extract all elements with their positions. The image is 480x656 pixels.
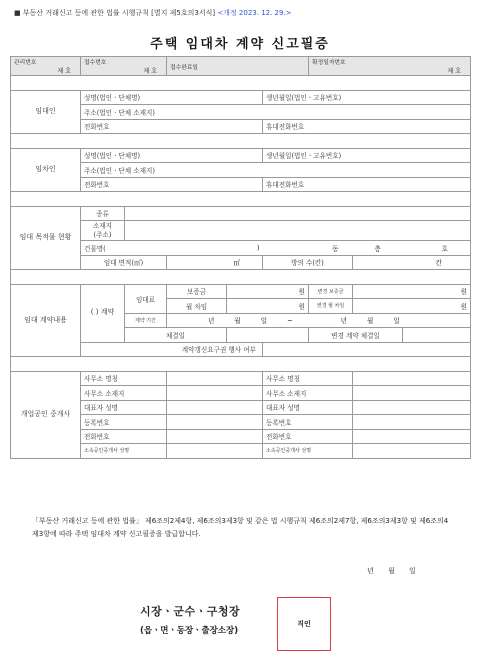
lessee-address-field[interactable]: 주소(법인ㆍ단체 소재지) [81,163,471,178]
agent2-reg-no-field[interactable] [353,415,471,430]
contract-section-label: 임대 계약내용 [11,284,81,357]
agent1-office-name-label: 사무소 명칭 [81,371,167,386]
building-name-label: 건물명( [81,241,125,256]
lessor-phone-field[interactable]: 전화번호 [81,119,263,134]
changed-signed-label: 변경 계약 체결일 [309,328,403,343]
official-seal-label: 직인 [297,620,311,628]
issue-date-month: 월 [388,567,395,575]
period-end-month: 월 [367,317,374,326]
mgmt-no-suffix: 제 호 [57,68,71,75]
property-type-field[interactable] [125,206,471,221]
lessee-birth-field[interactable]: 생년월일(법인ㆍ고유번호) [263,148,471,163]
changed-deposit-label: 변경 보증금 [309,284,353,299]
lessee-mobile-field[interactable]: 휴대전화번호 [263,177,471,192]
period-start-day: 일 [260,317,268,326]
agent-row-office-name [11,371,471,386]
agent2-assistant-label: 소속공인중개사 성명 [263,444,353,459]
agent2-phone-field[interactable] [353,429,471,444]
agent1-reg-no-field[interactable] [167,415,263,430]
agent1-assistant-label: 소속공인중개사 성명 [81,444,167,459]
agent2-reg-no-label: 등록번호 [263,415,353,430]
receipt-row [11,57,471,76]
confirm-no-label: 확정일자번호 [312,60,346,66]
period-start-year: 년 [208,317,215,326]
official-seal-box [277,597,331,651]
agent2-phone-label: 전화번호 [263,429,353,444]
contract-kind-label[interactable]: ( ) 계약 [81,284,125,342]
monthly-won[interactable]: 원 [227,299,309,314]
lessee-section-label: 임차인 [11,148,81,192]
report-form-table [10,56,471,459]
deposit-won[interactable]: 원 [227,284,309,299]
changed-deposit-won[interactable]: 원 [353,284,471,299]
period-end-year: 년 [340,317,348,326]
changed-monthly-won[interactable]: 원 [353,299,471,314]
period-tilde: ~ [287,317,293,326]
agent1-representative-field[interactable] [167,400,263,415]
lessor-birth-field[interactable]: 생년월일(법인ㆍ고유번호) [263,90,471,105]
document-title: 주택 임대차 계약 신고필증 [150,37,330,52]
property-section-label: 임대 목적물 현황 [11,206,81,270]
period-field[interactable] [167,313,471,328]
mgmt-no-cell [11,57,81,76]
rooms-label: 방의 수(칸) [263,255,353,270]
building-dong-label: 동 [263,241,353,256]
signed-field[interactable] [227,328,309,343]
lessee-row-name [11,148,471,163]
lessor-mobile-field[interactable]: 휴대전화번호 [263,119,471,134]
issuing-authority-sub: (읍ㆍ면ㆍ동장ㆍ출장소장) [140,626,239,636]
completed-date-cell [167,57,309,76]
agent1-reg-no-label: 등록번호 [81,415,167,430]
receipt-no-label: 접수번호 [84,60,107,66]
agent1-phone-label: 전화번호 [81,429,167,444]
building-ho-label: 호 [403,241,471,256]
issue-date-day: 일 [409,567,416,575]
spacer-row [11,134,471,149]
changed-signed-field[interactable] [403,328,471,343]
issue-date-year: 년 [367,567,374,575]
receipt-no-cell [81,57,167,76]
property-row-type [11,206,471,221]
area-label: 임대 면적(㎡) [81,255,167,270]
property-location-field[interactable] [125,221,471,241]
renewal-label: 계약갱신요구권 행사 여부 [81,342,263,357]
lessor-name-field[interactable]: 성명(법인ㆍ단체명) [81,90,263,105]
lessee-name-field[interactable]: 성명(법인ㆍ단체명) [81,148,263,163]
mgmt-no-label: 관리번호 [14,60,37,66]
agent-section-label: 개업공인 중개사 [11,371,81,458]
contract-row-deposit [11,284,471,299]
agent2-representative-field[interactable] [353,400,471,415]
lessee-phone-field[interactable]: 전화번호 [81,177,263,192]
lessor-address-field[interactable]: 주소(법인ㆍ단체 소재지) [81,105,471,120]
issuance-statement: 「부동산 거래신고 등에 관한 법률」 제6조의2제4항, 제6조의3제3항 및 같은 법 시행규칙 제6조의2제7항, 제6조의3제3항 및 제6조의4제3항에 따라 주택 임대차 계약 신고필증을 발급합니다. [32,517,449,538]
issuing-authority: 시장ㆍ군수ㆍ구청장 [140,605,241,618]
completed-date-label: 접수완료일 [170,64,198,71]
receipt-no-suffix: 제 호 [143,68,157,75]
agent1-office-address-field[interactable] [167,386,263,401]
lessor-row-name [11,90,471,105]
confirm-no-cell [309,57,471,76]
agent2-office-address-label: 사무소 소재지 [263,386,353,401]
changed-monthly-label: 변경 월 차임 [309,299,353,314]
form-header-note [14,8,292,18]
monthly-label: 월 차임 [167,299,227,314]
period-end-day: 일 [393,317,400,326]
agent1-assistant-field[interactable] [167,444,263,459]
agent2-office-name-label: 사무소 명칭 [263,371,353,386]
deposit-label: 보증금 [167,284,227,299]
agent2-office-address-field[interactable] [353,386,471,401]
period-start-month: 월 [234,317,241,326]
agent1-phone-field[interactable] [167,429,263,444]
spacer-row [11,76,471,91]
building-floor-label: 층 [353,241,403,256]
agent2-assistant-field[interactable] [353,444,471,459]
property-type-label: 종류 [81,206,125,221]
rent-label: 임대료 [125,284,167,313]
signed-label: 체결일 [125,328,227,343]
form-revision-date: <개정 2023. 12. 29.> [217,9,292,17]
lessor-section-label: 임대인 [11,90,81,134]
area-unit[interactable]: ㎡ [167,255,263,270]
form-legal-reference: ■ 부동산 거래신고 등에 관한 법률 시행규칙 [별지 제5호의3서식] [14,9,216,17]
spacer-row [11,270,471,285]
confirm-no-suffix: 제 호 [447,68,462,75]
spacer-row [11,357,471,372]
spacer-row [11,192,471,207]
renewal-field[interactable] [263,342,471,357]
agent1-office-name-field[interactable] [167,371,263,386]
rooms-unit[interactable]: 칸 [353,255,471,270]
agent2-representative-label: 대표자 성명 [263,400,353,415]
issue-date-line [355,566,416,576]
agent2-office-name-field[interactable] [353,371,471,386]
agent1-representative-label: 대표자 성명 [81,400,167,415]
building-name-close: ) [125,241,263,256]
property-location-label: 소재지 (주소) [81,221,125,241]
agent1-office-address-label: 사무소 소재지 [81,386,167,401]
period-label: 계약 기간 [125,313,167,328]
